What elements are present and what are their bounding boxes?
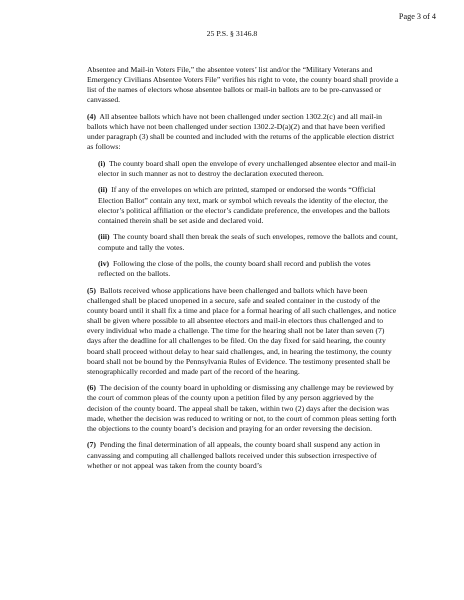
subparagraph-iii: (iii) The county board shall then break the seals of such envelopes, remove the ballots and count, compute and tally the votes. [98,232,398,252]
subparagraph-iv: (iv) Following the close of the polls, the county board shall record and publish the votes reflected on the ballots. [98,258,371,279]
subparagraph-ii: (ii) If any of the envelopes on which are printed, stamped or endorsed the words “Official Election Ballot” contain any text, mark or symbol which reveals the identity of the elector, the elector’s political affiliation or the elector’s candidate preference, the envelopes and the ballots contained therein shall be set aside and declared void. [98,185,390,225]
statute-citation: 25 P.S. § 3146.8 [206,29,258,38]
paragraph-6: (6) The decision of the county board in upholding or dismissing any challenge may be reviewed by the court of common pleas of the county upon a petition filed by any person aggrieved by the decision of the county board. The appeal shall be taken, within two (2) days after the decision was made, whether the decision was reduced to writing or not, to the court of common pleas setting forth the objections to the county board’s decision and praying for an order reversing the decision. [87,383,397,433]
subparagraph-i: (i) The county board shall open the envelope of every unchallenged absentee elector and mail-in elector in such manner as not to destroy the declaration executed thereon. [98,158,397,178]
paragraph-5: (5) Ballots received whose applications have been challenged and ballots which have been challenged shall be placed unopened in a secure, safe and sealed container in the custody of the county board until it shall fix a time and place for a formal hearing of all such challenges, and notice shall be given where possible to all absentee electors and mail-in electors thus challenged and to every individual who made a challenge. The time for the hearing shall not be later than seven (7) days after the deadline for all challenges to be filed. On the day fixed for said hearing, the county board shall proceed without delay to hear said challenges, and, in hearing the testimony, the county board shall not be bound by the Pennsylvania Rules of Evidence. The testimony presented shall be stenographically recorded and made part of the record of the hearing. [87,285,397,376]
paragraph-number: (6) [87,383,96,393]
paragraph-number: (5) [87,285,96,295]
subparagraph-number: (iii) [98,232,110,242]
subparagraph-number: (i) [98,158,106,168]
paragraph-number: (4) [87,111,96,121]
paragraph-continuation: Absentee and Mail-in Voters File,” the absentee voters’ list and/or the “Military Veterans and Emergency Civilians Absentee Voters File” verifies his right to vote, the county board shall provide a list of the names of electors whose absentee ballots or mail-in ballots are to be pre-canvassed or canvassed. [87,65,399,105]
paragraph-7: (7) Pending the final determination of all appeals, the county board shall suspend any action in canvassing and computing all challenged ballots received under this subsection irrespective of whether or not appeal was taken from the county board’s [87,440,381,470]
paragraph-number: (7) [87,440,96,450]
page-number: Page 3 of 4 [398,12,436,21]
subparagraph-number: (iv) [98,258,110,268]
document-body [87,65,399,477]
paragraph-4: (4) All absentee ballots which have not been challenged under section 1302.2(c) and all mail-in ballots which have not been challenged under section 1302.2-D(a)(2) and that have been verified under paragraph (3) shall be counted and included with the returns of the applicable election district as follows: [87,111,395,152]
subparagraph-number: (ii) [98,185,108,195]
